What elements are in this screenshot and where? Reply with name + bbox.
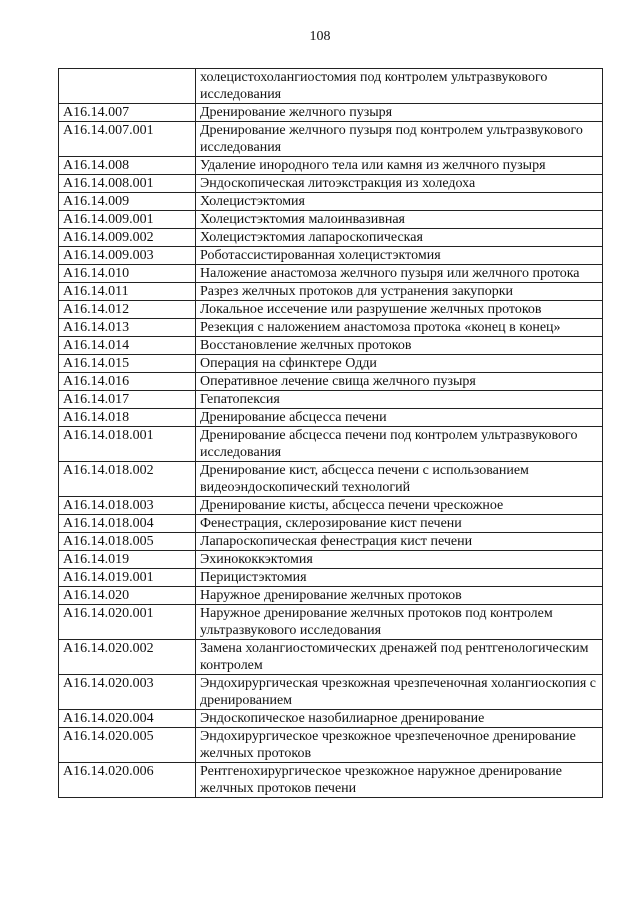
- procedure-code: A16.14.019: [59, 551, 196, 569]
- procedure-code: A16.14.020.005: [59, 728, 196, 763]
- table-row: [59, 211, 603, 229]
- procedure-code: A16.14.007.001: [59, 122, 196, 157]
- table-row: [59, 104, 603, 122]
- table-row: [59, 283, 603, 301]
- procedure-code: A16.14.009.002: [59, 229, 196, 247]
- table-row: [59, 301, 603, 319]
- procedure-name: Фенестрация, склерозирование кист печени: [196, 515, 603, 533]
- table-row: [59, 462, 603, 497]
- procedure-code: A16.14.007: [59, 104, 196, 122]
- procedure-name: Локальное иссечение или разрушение желчных протоков: [196, 301, 603, 319]
- procedure-code: A16.14.019.001: [59, 569, 196, 587]
- table-row: [59, 175, 603, 193]
- procedure-name: Наружное дренирование желчных протоков под контролем ультразвукового исследования: [196, 605, 603, 640]
- table-row: [59, 122, 603, 157]
- procedure-name: Рентгенохирургическое чрезкожное наружное дренирование желчных протоков печени: [196, 763, 603, 798]
- table-row: [59, 605, 603, 640]
- table-row: [59, 265, 603, 283]
- procedure-name: Холецистэктомия малоинвазивная: [196, 211, 603, 229]
- procedure-name: Наружное дренирование желчных протоков: [196, 587, 603, 605]
- table-row: [59, 337, 603, 355]
- table-row: [59, 229, 603, 247]
- procedure-code: A16.14.020.004: [59, 710, 196, 728]
- table-row: [59, 409, 603, 427]
- procedure-name: Дренирование кисты, абсцесса печени чрескожное: [196, 497, 603, 515]
- procedure-code: A16.14.010: [59, 265, 196, 283]
- procedure-code: A16.14.020.003: [59, 675, 196, 710]
- table-row: [59, 427, 603, 462]
- procedure-code: A16.14.020.001: [59, 605, 196, 640]
- procedure-name: Восстановление желчных протоков: [196, 337, 603, 355]
- procedure-name: Гепатопексия: [196, 391, 603, 409]
- table-row: [59, 391, 603, 409]
- procedure-code: A16.14.016: [59, 373, 196, 391]
- table-row: [59, 728, 603, 763]
- table-row: [59, 551, 603, 569]
- table-row: [59, 373, 603, 391]
- table-row: [59, 319, 603, 337]
- procedure-name: Операция на сфинктере Одди: [196, 355, 603, 373]
- procedure-name: Холецистэктомия лапароскопическая: [196, 229, 603, 247]
- procedure-code: [59, 69, 196, 104]
- table-row: [59, 763, 603, 798]
- procedure-name: Дренирование абсцесса печени: [196, 409, 603, 427]
- procedure-code: A16.14.018.005: [59, 533, 196, 551]
- procedure-code: A16.14.018: [59, 409, 196, 427]
- table-row: [59, 569, 603, 587]
- procedure-code: A16.14.009.001: [59, 211, 196, 229]
- table-row: [59, 69, 603, 104]
- procedure-name: Дренирование желчного пузыря под контролем ультразвукового исследования: [196, 122, 603, 157]
- table-row: [59, 497, 603, 515]
- procedure-code: A16.14.012: [59, 301, 196, 319]
- procedure-code: A16.14.018.004: [59, 515, 196, 533]
- procedure-name: Холецистэктомия: [196, 193, 603, 211]
- procedure-name: Эндохирургическая чрезкожная чрезпеченочная холангиоскопия с дренированием: [196, 675, 603, 710]
- table-row: [59, 515, 603, 533]
- procedure-name: Оперативное лечение свища желчного пузыря: [196, 373, 603, 391]
- procedure-name: холецистохолангиостомия под контролем ультразвукового исследования: [196, 69, 603, 104]
- procedure-code: A16.14.020: [59, 587, 196, 605]
- procedure-code: A16.14.014: [59, 337, 196, 355]
- table-row: [59, 355, 603, 373]
- procedure-code: A16.14.020.006: [59, 763, 196, 798]
- procedure-code: A16.14.018.002: [59, 462, 196, 497]
- table-row: [59, 587, 603, 605]
- procedure-name: Роботассистированная холецистэктомия: [196, 247, 603, 265]
- procedure-name: Наложение анастомоза желчного пузыря или желчного протока: [196, 265, 603, 283]
- procedure-name: Эхинококкэктомия: [196, 551, 603, 569]
- procedure-name: Дренирование желчного пузыря: [196, 104, 603, 122]
- procedure-code: A16.14.009: [59, 193, 196, 211]
- procedure-code: A16.14.008: [59, 157, 196, 175]
- page-number: 108: [309, 29, 331, 44]
- procedure-table: [58, 68, 603, 798]
- procedure-name: Дренирование абсцесса печени под контролем ультразвукового исследования: [196, 427, 603, 462]
- table-row: [59, 193, 603, 211]
- procedure-name: Дренирование кист, абсцесса печени с использованием видеоэндоскопический технологий: [196, 462, 603, 497]
- procedure-name: Замена холангиостомических дренажей под рентгенологическим контролем: [196, 640, 603, 675]
- procedure-name: Резекция с наложением анастомоза протока «конец в конец»: [196, 319, 603, 337]
- procedure-code: A16.14.011: [59, 283, 196, 301]
- procedure-name: Удаление инородного тела или камня из желчного пузыря: [196, 157, 603, 175]
- procedure-code: A16.14.018.003: [59, 497, 196, 515]
- procedure-code: A16.14.015: [59, 355, 196, 373]
- table-row: [59, 710, 603, 728]
- procedure-code: A16.14.020.002: [59, 640, 196, 675]
- procedure-code: A16.14.009.003: [59, 247, 196, 265]
- procedure-name: Перицистэктомия: [196, 569, 603, 587]
- procedure-name: Эндохирургическое чрезкожное чрезпеченочное дренирование желчных протоков: [196, 728, 603, 763]
- table-row: [59, 640, 603, 675]
- procedure-name: Эндоскопическое назобилиарное дренирование: [196, 710, 603, 728]
- table-row: [59, 675, 603, 710]
- procedure-code: A16.14.008.001: [59, 175, 196, 193]
- procedure-name: Эндоскопическая литоэкстракция из холедоха: [196, 175, 603, 193]
- procedure-code: A16.14.017: [59, 391, 196, 409]
- table-row: [59, 157, 603, 175]
- procedure-code: A16.14.013: [59, 319, 196, 337]
- table-row: [59, 533, 603, 551]
- procedure-code: A16.14.018.001: [59, 427, 196, 462]
- table-row: [59, 247, 603, 265]
- procedure-name: Разрез желчных протоков для устранения закупорки: [196, 283, 603, 301]
- procedure-name: Лапароскопическая фенестрация кист печени: [196, 533, 603, 551]
